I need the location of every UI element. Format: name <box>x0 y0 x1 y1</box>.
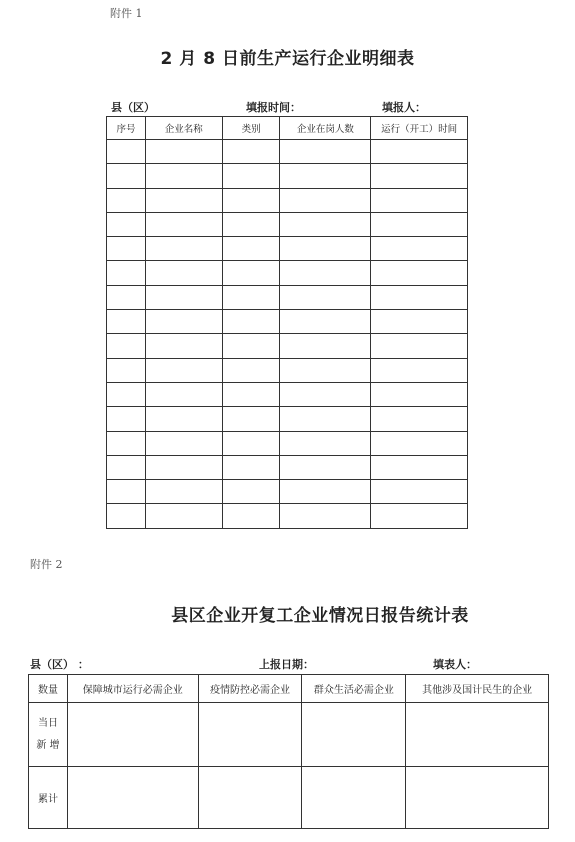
table-cell[interactable] <box>145 480 222 504</box>
table-cell[interactable] <box>145 431 222 455</box>
form1-fill-time-label: 填报时间： <box>246 101 301 114</box>
table-cell[interactable] <box>222 358 280 382</box>
table-row <box>107 358 468 382</box>
table-cell[interactable] <box>145 358 222 382</box>
table-cell[interactable] <box>280 480 371 504</box>
table-cell[interactable] <box>107 407 146 431</box>
table-cell[interactable] <box>280 188 371 212</box>
table-cell[interactable] <box>107 237 146 261</box>
table-cell[interactable] <box>145 212 222 236</box>
form1-filler-label: 填报人： <box>382 101 426 114</box>
table-row <box>107 140 468 164</box>
table-cell[interactable] <box>145 164 222 188</box>
row-label-line2: 新 增 <box>36 739 60 751</box>
table-cell[interactable] <box>280 212 371 236</box>
column-header-run-time: 运行（开工）时间 <box>371 117 468 140</box>
table-row <box>107 455 468 479</box>
table-cell[interactable] <box>222 188 280 212</box>
table-cell[interactable] <box>222 140 280 164</box>
table-row <box>107 285 468 309</box>
form2-row-daily-new <box>29 703 549 767</box>
table-cell[interactable] <box>145 261 222 285</box>
table-cell[interactable] <box>280 285 371 309</box>
table-cell[interactable] <box>280 504 371 528</box>
table-cell[interactable] <box>280 382 371 406</box>
table-row <box>107 261 468 285</box>
table-cell[interactable] <box>145 504 222 528</box>
table-row <box>107 310 468 334</box>
table-cell[interactable] <box>67 703 198 767</box>
table-cell[interactable] <box>280 237 371 261</box>
table-row <box>107 504 468 528</box>
table-cell[interactable] <box>371 188 468 212</box>
form1-title: 2 月 8 日前生产运行企业明细表 <box>160 49 415 69</box>
table-cell[interactable] <box>222 480 280 504</box>
table-cell[interactable] <box>222 382 280 406</box>
table-row <box>107 480 468 504</box>
table-cell[interactable] <box>107 164 146 188</box>
table-cell[interactable] <box>145 407 222 431</box>
table-cell[interactable] <box>145 237 222 261</box>
table-cell[interactable] <box>198 767 302 829</box>
table-row <box>107 407 468 431</box>
form2-title: 县区企业开复工企业情况日报告统计表 <box>171 606 469 626</box>
table-cell[interactable] <box>222 504 280 528</box>
table-cell[interactable] <box>406 767 549 829</box>
form2-report-date-label: 上报日期： <box>259 658 314 671</box>
table-row <box>107 237 468 261</box>
table-cell[interactable] <box>371 504 468 528</box>
row-label-daily-new <box>29 703 68 767</box>
table-cell[interactable] <box>371 407 468 431</box>
table-cell[interactable] <box>145 140 222 164</box>
table-cell[interactable] <box>371 310 468 334</box>
row-label-cumulative: 累计 <box>29 767 68 829</box>
table-cell[interactable] <box>107 358 146 382</box>
table-cell[interactable] <box>371 358 468 382</box>
attachment-2-label: 附件 2 <box>30 558 63 571</box>
table-cell[interactable] <box>371 285 468 309</box>
form2-row-cumulative <box>29 767 549 829</box>
table-cell[interactable] <box>371 237 468 261</box>
table-cell[interactable] <box>371 164 468 188</box>
table-cell[interactable] <box>371 455 468 479</box>
column-header-staff-count: 企业在岗人数 <box>280 117 371 140</box>
table-cell[interactable] <box>222 334 280 358</box>
table-cell[interactable] <box>145 188 222 212</box>
table-cell[interactable] <box>107 285 146 309</box>
table-cell[interactable] <box>371 382 468 406</box>
table-cell[interactable] <box>198 703 302 767</box>
column-header-epidemic-control: 疫情防控必需企业 <box>198 675 302 703</box>
form2-filler-label: 填表人： <box>433 658 477 671</box>
row-label-line1: 当日 <box>37 717 58 729</box>
form1-header-row <box>107 117 468 140</box>
table-cell[interactable] <box>222 164 280 188</box>
table-cell[interactable] <box>145 334 222 358</box>
table-cell[interactable] <box>280 358 371 382</box>
column-header-company-name: 企业名称 <box>145 117 222 140</box>
form1-table <box>106 116 468 529</box>
table-cell[interactable] <box>371 212 468 236</box>
table-cell[interactable] <box>107 212 146 236</box>
table-cell[interactable] <box>280 455 371 479</box>
attachment-1-label: 附件 1 <box>110 7 143 20</box>
table-cell[interactable] <box>222 455 280 479</box>
table-cell[interactable] <box>222 407 280 431</box>
table-cell[interactable] <box>222 285 280 309</box>
table-cell[interactable] <box>371 140 468 164</box>
table-row <box>107 188 468 212</box>
table-cell[interactable] <box>222 261 280 285</box>
table-cell[interactable] <box>107 188 146 212</box>
table-cell[interactable] <box>107 140 146 164</box>
form2-header-row <box>29 675 549 703</box>
table-cell[interactable] <box>67 767 198 829</box>
table-cell[interactable] <box>280 261 371 285</box>
table-cell[interactable] <box>406 703 549 767</box>
table-cell[interactable] <box>371 334 468 358</box>
table-cell[interactable] <box>371 480 468 504</box>
table-cell[interactable] <box>145 455 222 479</box>
column-header-other-livelihood: 其他涉及国计民生的企业 <box>406 675 549 703</box>
form2-table <box>28 674 549 829</box>
form2-county-label: 县（区） ： <box>30 658 89 671</box>
table-cell[interactable] <box>371 261 468 285</box>
table-cell[interactable] <box>222 212 280 236</box>
table-cell[interactable] <box>145 310 222 334</box>
table-cell[interactable] <box>280 310 371 334</box>
table-cell[interactable] <box>280 164 371 188</box>
column-header-daily-life: 群众生活必需企业 <box>302 675 406 703</box>
table-row <box>107 164 468 188</box>
table-cell[interactable] <box>107 504 146 528</box>
table-row <box>107 212 468 236</box>
table-row <box>107 334 468 358</box>
table-cell[interactable] <box>222 310 280 334</box>
table-cell[interactable] <box>145 382 222 406</box>
table-cell[interactable] <box>280 407 371 431</box>
table-cell[interactable] <box>302 767 406 829</box>
table-cell[interactable] <box>107 455 146 479</box>
table-row <box>107 382 468 406</box>
table-cell[interactable] <box>107 261 146 285</box>
column-header-serial: 序号 <box>107 117 146 140</box>
table-cell[interactable] <box>107 431 146 455</box>
form1-table-body <box>107 140 468 529</box>
table-cell[interactable] <box>107 382 146 406</box>
table-cell[interactable] <box>371 431 468 455</box>
table-cell[interactable] <box>107 334 146 358</box>
column-header-category: 类别 <box>222 117 280 140</box>
table-cell[interactable] <box>280 140 371 164</box>
table-cell[interactable] <box>145 285 222 309</box>
table-cell[interactable] <box>222 237 280 261</box>
table-cell[interactable] <box>302 703 406 767</box>
table-cell[interactable] <box>107 480 146 504</box>
table-cell[interactable] <box>280 334 371 358</box>
table-cell[interactable] <box>280 431 371 455</box>
table-row <box>107 431 468 455</box>
form1-county-label: 县（区） <box>111 101 155 114</box>
column-header-quantity: 数量 <box>29 675 68 703</box>
table-cell[interactable] <box>222 431 280 455</box>
column-header-city-operation: 保障城市运行必需企业 <box>67 675 198 703</box>
table-cell[interactable] <box>107 310 146 334</box>
